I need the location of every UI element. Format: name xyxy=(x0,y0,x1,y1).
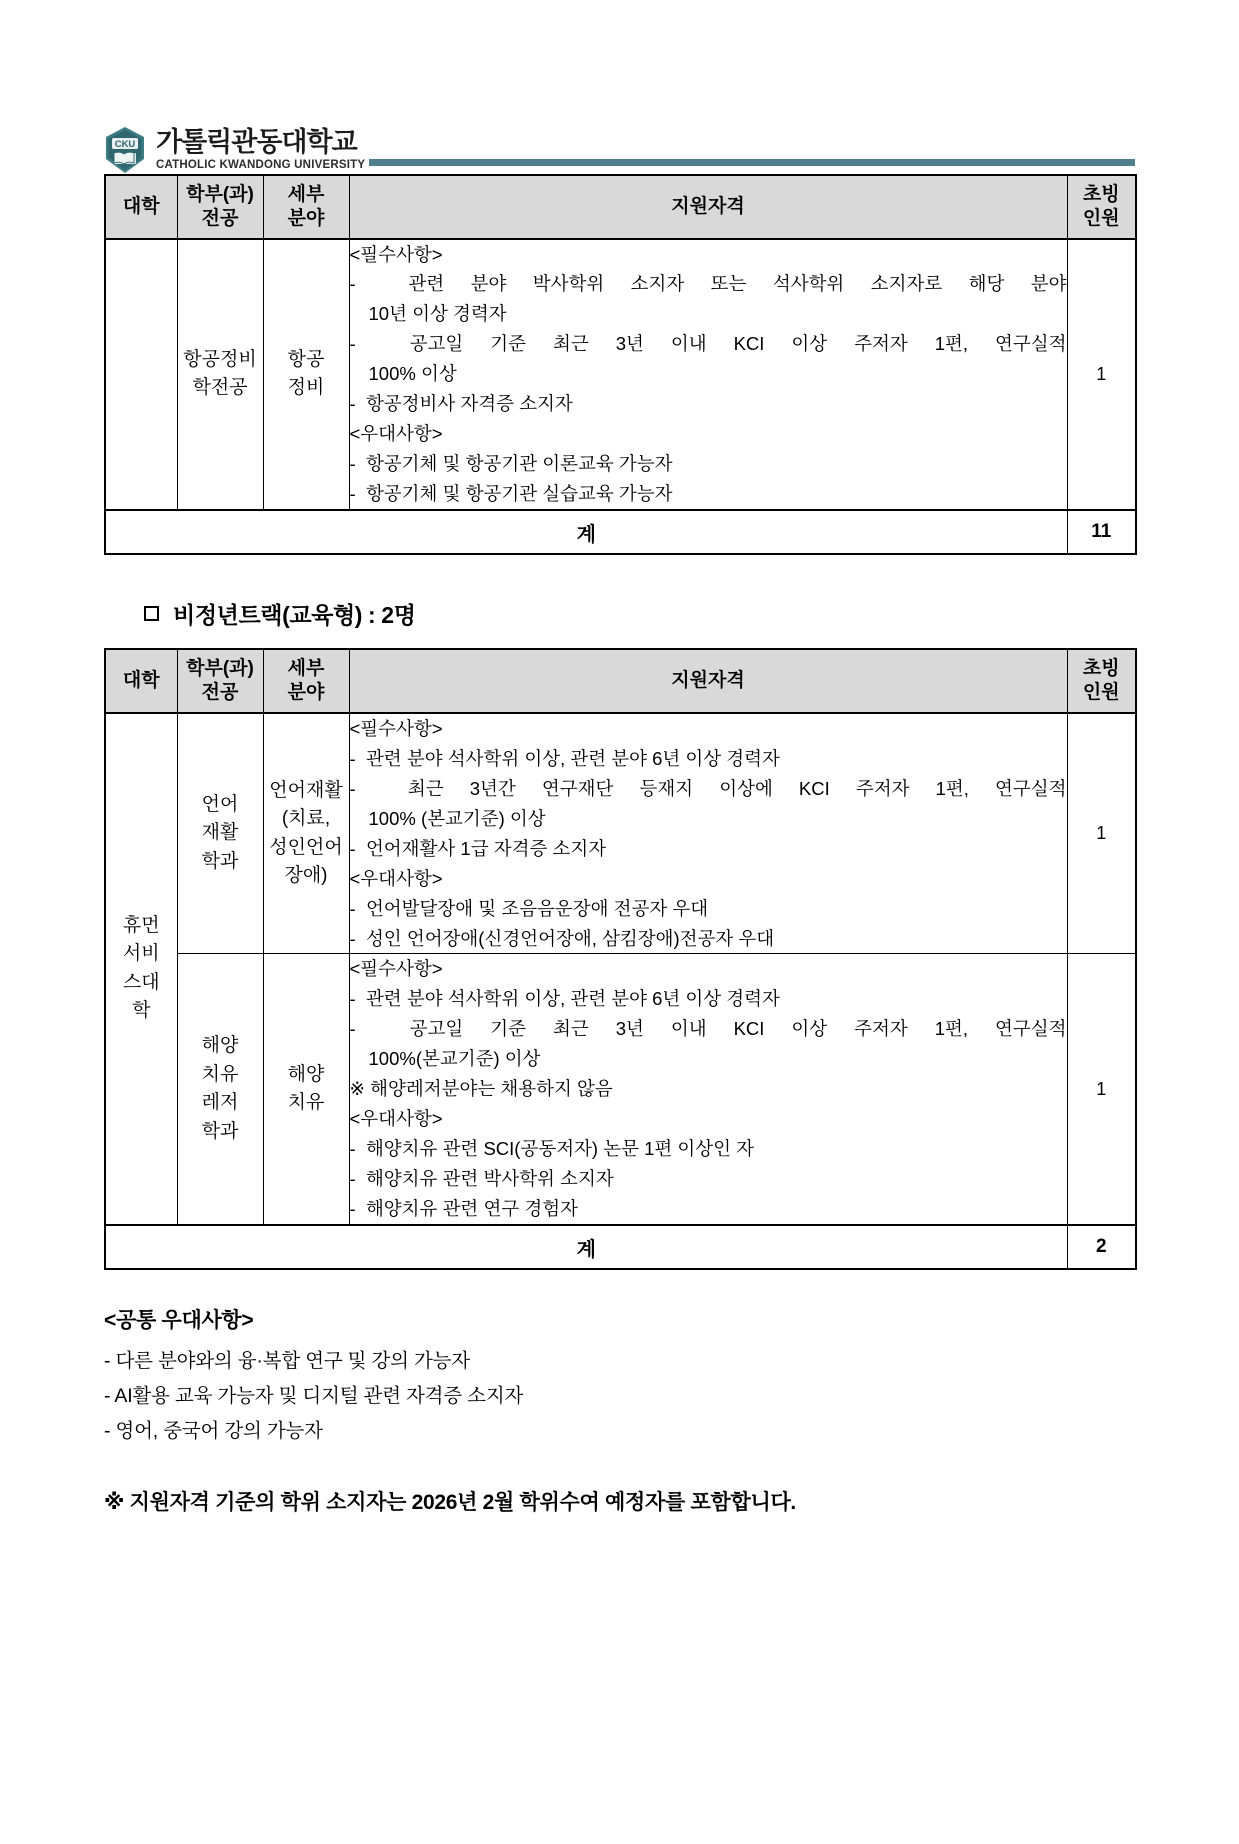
cell-count: 1 xyxy=(1067,239,1136,511)
logo-english-name: CATHOLIC KWANDONG UNIVERSITY xyxy=(156,158,366,171)
qualification-line: - 언어발달장애 및 조음음운장애 전공자 우대 xyxy=(349,897,709,919)
section-heading-text: 비정년트랙(교육형) : 2명 xyxy=(173,602,416,629)
cell-field xyxy=(263,954,349,1225)
qualification-line: <필수사항> xyxy=(349,717,443,739)
qualification-line: - 해양치유 관련 연구 경험자 xyxy=(349,1198,578,1220)
total-label: 계 xyxy=(105,510,1067,554)
header-major-line2: 전공 xyxy=(201,681,239,703)
qualification-line: ※ 해양레저분야는 채용하지 않음 xyxy=(349,1078,613,1100)
text-line: 언어 xyxy=(201,793,239,815)
total-value: 2 xyxy=(1067,1225,1136,1269)
cell-qualification xyxy=(349,713,1067,954)
qualification-line: - 관련 분야 석사학위 이상, 관련 분야 6년 이상 경력자 xyxy=(349,988,780,1010)
text-line: 재활 xyxy=(201,822,239,844)
text-line: 항공정비 xyxy=(183,348,257,370)
common-preference-item: - 영어, 중국어 강의 가능자 xyxy=(104,1419,323,1442)
common-preferences-section xyxy=(104,1304,1135,1448)
common-preferences-title: <공통 우대사항> xyxy=(104,1309,254,1333)
text-line: 휴먼 xyxy=(122,914,160,936)
cell-university xyxy=(105,713,177,1225)
qualification-line: - 성인 언어장애(신경언어장애, 삼킴장애)전공자 우대 xyxy=(349,927,775,949)
cell-major xyxy=(177,713,263,954)
qualification-line: <우대사항> xyxy=(349,867,443,889)
text-line: 언어재활 xyxy=(269,779,343,801)
header-university: 대학 xyxy=(105,175,177,239)
text-line: 스대 xyxy=(122,971,160,993)
header-count xyxy=(1067,175,1136,239)
header-field-line2: 분야 xyxy=(287,207,325,229)
text-line: 학과 xyxy=(201,850,239,872)
document-header xyxy=(104,92,1135,174)
text-line: 해양 xyxy=(287,1063,325,1085)
cku-shield-icon xyxy=(104,126,146,174)
logo-text-block xyxy=(156,126,366,172)
text-line: 장애) xyxy=(284,865,328,887)
document-page xyxy=(0,92,1239,1844)
qualification-line: - 최근 3년간 연구재단 등재지 이상에 KCI 주저자 1편, 연구실적 xyxy=(349,777,1067,799)
qualification-line: - 해양치유 관련 박사학위 소지자 xyxy=(349,1168,614,1190)
recruitment-table-2 xyxy=(104,648,1137,1270)
text-line: 학전공 xyxy=(192,377,248,399)
common-preference-item: - 다른 분야와의 융·복합 연구 및 강의 가능자 xyxy=(104,1350,470,1373)
qualification-line: <우대사항> xyxy=(349,1108,443,1130)
qualification-line: 100% (본교기준) 이상 xyxy=(368,807,546,829)
svg-text:CKU: CKU xyxy=(114,139,136,150)
square-bullet-icon xyxy=(144,606,159,621)
table2-total-row xyxy=(105,1225,1136,1269)
qualification-line: - 공고일 기준 최근 3년 이내 KCI 이상 주저자 1편, 연구실적 xyxy=(349,1018,1067,1040)
table2-header-row xyxy=(105,649,1136,713)
cell-qualification xyxy=(349,239,1067,511)
qualification-line: 100%(본교기준) 이상 xyxy=(368,1048,541,1070)
table-row xyxy=(105,954,1136,1225)
text-line: 성인언어 xyxy=(269,836,343,858)
final-note: ※ 지원자격 기준의 학위 소지자는 2026년 2월 학위수여 예정자를 포함합니다. xyxy=(104,1491,796,1515)
qualification-line: - 공고일 기준 최근 3년 이내 KCI 이상 주저자 1편, 연구실적 xyxy=(349,333,1067,355)
table-row xyxy=(105,239,1136,511)
header-count xyxy=(1067,649,1136,713)
qualification-line: <필수사항> xyxy=(349,243,443,265)
header-field-line1: 세부 xyxy=(287,658,325,680)
header-rule xyxy=(284,159,1135,166)
table1-total-row xyxy=(105,510,1136,554)
text-line: 학과 xyxy=(201,1120,239,1142)
text-line: 레저 xyxy=(201,1092,239,1114)
text-line: 치유 xyxy=(287,1092,325,1114)
text-line: 정비 xyxy=(287,377,325,399)
logo-korean-name: 가톨릭관동대학교 xyxy=(156,126,357,157)
qualification-line: - 항공기체 및 항공기관 이론교육 가능자 xyxy=(349,453,673,475)
header-count-line1: 초빙 xyxy=(1082,658,1120,680)
header-major xyxy=(177,175,263,239)
qualification-line: - 해양치유 관련 SCI(공동저자) 논문 1편 이상인 자 xyxy=(349,1138,755,1160)
text-line: 치유 xyxy=(201,1063,239,1085)
text-line: 학 xyxy=(132,1000,151,1022)
cell-qualification xyxy=(349,954,1067,1225)
cell-university xyxy=(105,239,177,511)
table1-header-row xyxy=(105,175,1136,239)
qualification-line: 10년 이상 경력자 xyxy=(368,303,507,325)
table-row xyxy=(105,713,1136,954)
header-count-line1: 초빙 xyxy=(1082,184,1120,205)
qualification-line: 100% 이상 xyxy=(368,363,457,385)
qualification-line: - 관련 분야 석사학위 이상, 관련 분야 6년 이상 경력자 xyxy=(349,747,780,769)
header-field-line2: 분야 xyxy=(287,681,325,703)
cell-count: 1 xyxy=(1067,954,1136,1225)
cell-major xyxy=(177,954,263,1225)
common-preference-item: - AI활용 교육 가능자 및 디지털 관련 자격증 소지자 xyxy=(104,1384,524,1407)
header-major-line1: 학부(과) xyxy=(186,184,254,205)
header-count-line2: 인원 xyxy=(1082,681,1120,703)
qualification-line: - 언어재활사 1급 자격증 소지자 xyxy=(349,837,607,859)
section-heading-nontenure xyxy=(144,597,1135,630)
header-field xyxy=(263,175,349,239)
header-field-line1: 세부 xyxy=(287,184,325,205)
text-line: 서비 xyxy=(122,943,160,965)
header-field xyxy=(263,649,349,713)
university-logo xyxy=(104,126,369,174)
header-major-line1: 학부(과) xyxy=(186,658,254,680)
cell-major xyxy=(177,239,263,511)
total-value: 11 xyxy=(1067,510,1136,554)
header-major-line2: 전공 xyxy=(201,207,239,229)
recruitment-table-1 xyxy=(104,174,1137,555)
text-line: 항공 xyxy=(287,348,325,370)
header-qualification: 지원자격 xyxy=(349,175,1067,239)
header-major xyxy=(177,649,263,713)
qualification-line: - 관련 분야 박사학위 소지자 또는 석사학위 소지자로 해당 분야 xyxy=(349,273,1067,295)
cell-field xyxy=(263,239,349,511)
common-preferences-list xyxy=(104,1344,1135,1448)
qualification-line: <우대사항> xyxy=(349,423,443,445)
header-qualification: 지원자격 xyxy=(349,649,1067,713)
qualification-line: - 항공정비사 자격증 소지자 xyxy=(349,393,573,415)
cell-field xyxy=(263,713,349,954)
qualification-line: - 항공기체 및 항공기관 실습교육 가능자 xyxy=(349,483,673,505)
total-label: 계 xyxy=(105,1225,1067,1269)
header-count-line2: 인원 xyxy=(1082,207,1120,229)
text-line: (치료, xyxy=(281,808,331,830)
text-line: 해양 xyxy=(201,1035,239,1057)
cell-count: 1 xyxy=(1067,713,1136,954)
header-university: 대학 xyxy=(105,649,177,713)
qualification-line: <필수사항> xyxy=(349,958,443,980)
